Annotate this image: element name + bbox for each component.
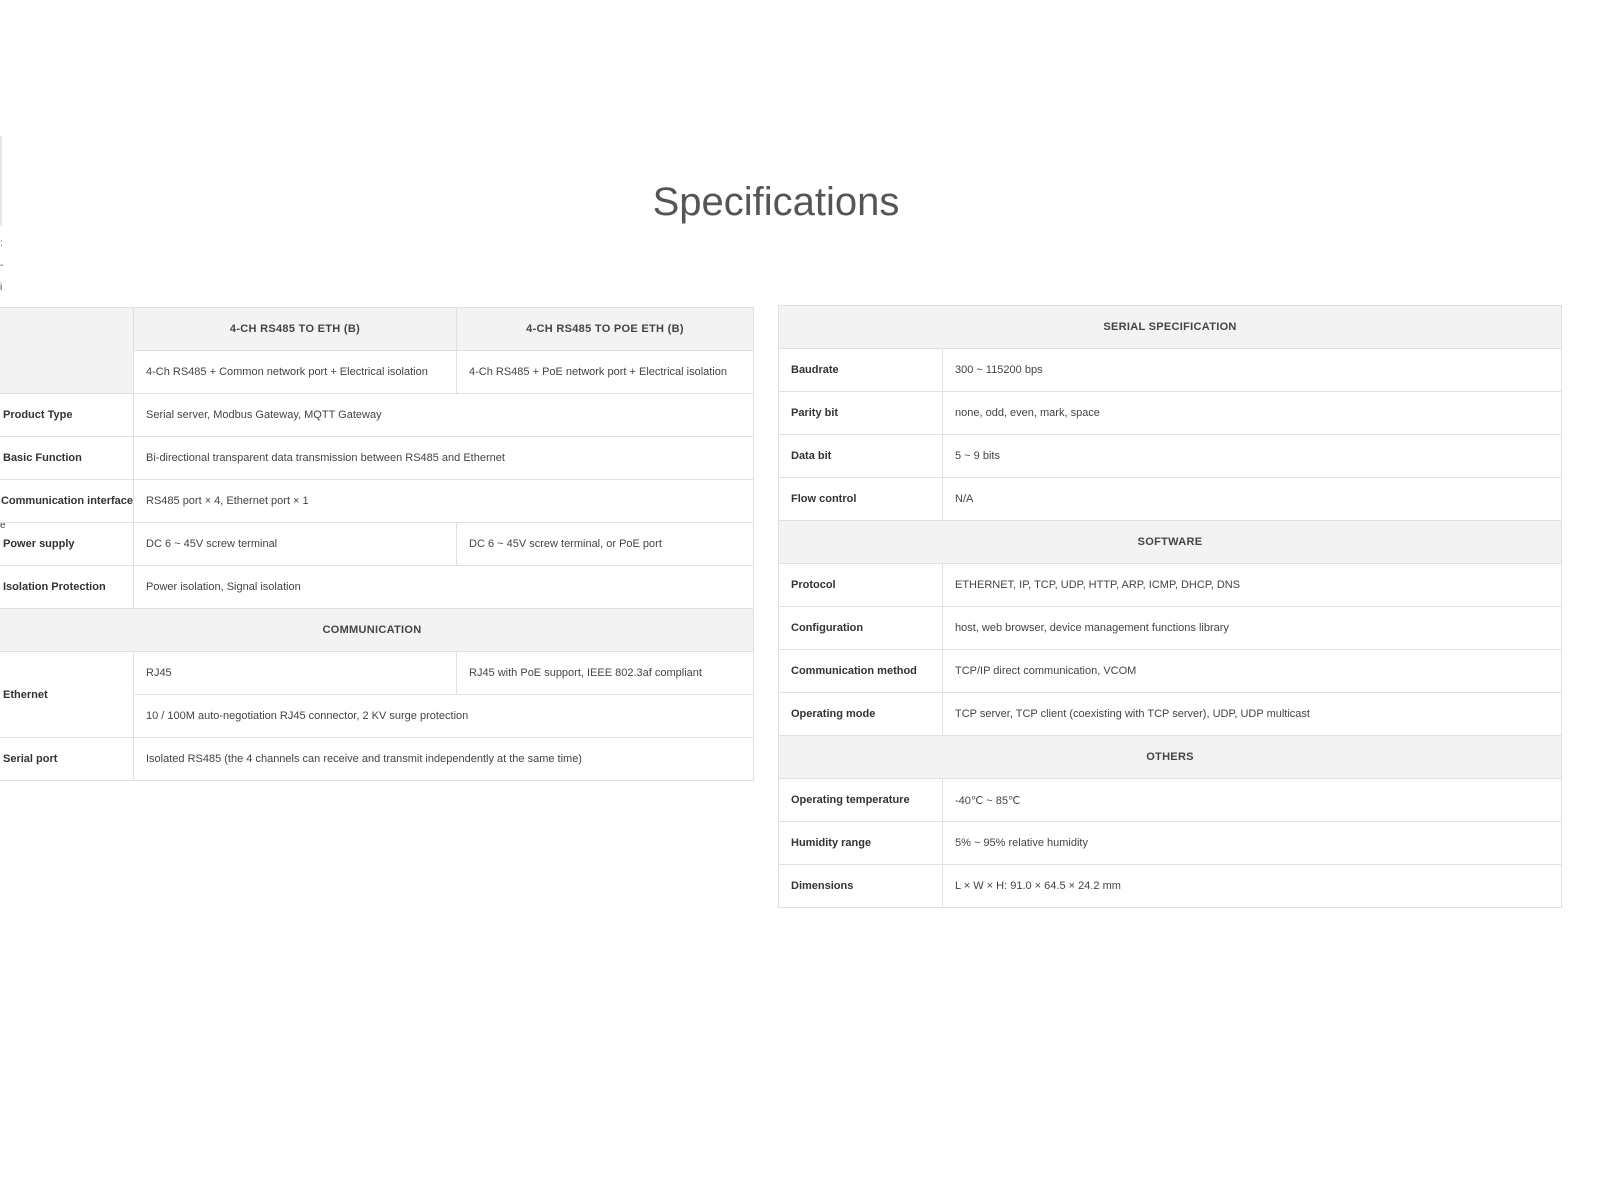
- row-label: Operating temperature: [779, 779, 943, 822]
- row-label: Baudrate: [779, 349, 943, 392]
- table-row: [0, 566, 754, 609]
- section-header: COMMUNICATION: [0, 609, 754, 652]
- cell-value: Power isolation, Signal isolation: [134, 566, 754, 609]
- table-row: [0, 394, 754, 437]
- column-header: 4-CH RS485 TO ETH (B): [134, 308, 457, 351]
- cell-value: host, web browser, device management functions library: [943, 607, 1562, 650]
- page-title: Specifications: [652, 180, 900, 224]
- row-label: Protocol: [779, 564, 943, 607]
- section-header: SERIAL SPECIFICATION: [779, 306, 1562, 349]
- cell-value: Bi-directional transparent data transmission between RS485 and Ethernet: [134, 437, 754, 480]
- table-row: [0, 652, 754, 695]
- cell-value: Isolated RS485 (the 4 channels can receive and transmit independently at the same time): [134, 738, 754, 781]
- table-row: [779, 392, 1562, 435]
- cell-value: L × W × H: 91.0 × 64.5 × 24.2 mm: [943, 865, 1562, 908]
- cell-value: 10 / 100M auto-negotiation RJ45 connector, 2 KV surge protection: [134, 695, 754, 738]
- cell-value: -40℃ ~ 85℃: [943, 779, 1562, 822]
- row-label: Configuration: [779, 607, 943, 650]
- cell-value: DC 6 ~ 45V screw terminal: [134, 523, 457, 566]
- table-row: [779, 435, 1562, 478]
- cell-value: Serial server, Modbus Gateway, MQTT Gateway: [134, 394, 754, 437]
- sidebar-edge-bar: [0, 136, 2, 226]
- table-row: [779, 607, 1562, 650]
- edge-mark: e: [0, 520, 6, 531]
- table-row: [0, 738, 754, 781]
- row-label: Basic Function: [0, 437, 134, 480]
- row-label: Product Type: [0, 394, 134, 437]
- section-header: OTHERS: [779, 736, 1562, 779]
- cell-value: RJ45 with PoE support, IEEE 802.3af compliant: [457, 652, 754, 695]
- table-row: [779, 779, 1562, 822]
- edge-mark: -: [0, 260, 4, 271]
- table-row: [779, 349, 1562, 392]
- spec-details-table: [778, 305, 1562, 908]
- edge-mark: :: [0, 238, 3, 249]
- table-row: [0, 437, 754, 480]
- cell-value: ETHERNET, IP, TCP, UDP, HTTP, ARP, ICMP, DHCP, DNS: [943, 564, 1562, 607]
- row-label: Power supply: [0, 523, 134, 566]
- table-row: [779, 822, 1562, 865]
- table-row: [779, 693, 1562, 736]
- cell-value: 4-Ch RS485 + PoE network port + Electrical isolation: [457, 351, 754, 394]
- row-label: Ethernet: [0, 652, 134, 738]
- cell-value: RS485 port × 4, Ethernet port × 1: [134, 480, 754, 523]
- table-row: [0, 308, 754, 351]
- row-label: Operating mode: [779, 693, 943, 736]
- cell-value: N/A: [943, 478, 1562, 521]
- edge-mark: i: [0, 282, 3, 293]
- cell-value: RJ45: [134, 652, 457, 695]
- section-header-row: [779, 306, 1562, 349]
- product-spec-table: [0, 307, 754, 781]
- cell-value: none, odd, even, mark, space: [943, 392, 1562, 435]
- section-header: SOFTWARE: [779, 521, 1562, 564]
- table-row: [779, 865, 1562, 908]
- row-label: Isolation Protection: [0, 566, 134, 609]
- table-row: [0, 480, 754, 523]
- cell-value: TCP/IP direct communication, VCOM: [943, 650, 1562, 693]
- cell-value: TCP server, TCP client (coexisting with TCP server), UDP, UDP multicast: [943, 693, 1562, 736]
- table-row: [0, 523, 754, 566]
- section-header-row: [0, 609, 754, 652]
- row-label: Humidity range: [779, 822, 943, 865]
- column-header: 4-CH RS485 TO POE ETH (B): [457, 308, 754, 351]
- table-row: [779, 564, 1562, 607]
- cell-value: 300 ~ 115200 bps: [943, 349, 1562, 392]
- row-label: Communication interface: [0, 480, 134, 523]
- cell-value: 5% ~ 95% relative humidity: [943, 822, 1562, 865]
- table-row: [779, 478, 1562, 521]
- cell-value: DC 6 ~ 45V screw terminal, or PoE port: [457, 523, 754, 566]
- row-label: Communication method: [779, 650, 943, 693]
- row-label: Data bit: [779, 435, 943, 478]
- section-header-row: [779, 521, 1562, 564]
- section-header-row: [779, 736, 1562, 779]
- cell-value: 5 ~ 9 bits: [943, 435, 1562, 478]
- row-label: Serial port: [0, 738, 134, 781]
- row-label: Parity bit: [779, 392, 943, 435]
- table-row: [779, 650, 1562, 693]
- cell-value: 4-Ch RS485 + Common network port + Electrical isolation: [134, 351, 457, 394]
- corner-cell: [0, 308, 134, 394]
- row-label: Dimensions: [779, 865, 943, 908]
- row-label: Flow control: [779, 478, 943, 521]
